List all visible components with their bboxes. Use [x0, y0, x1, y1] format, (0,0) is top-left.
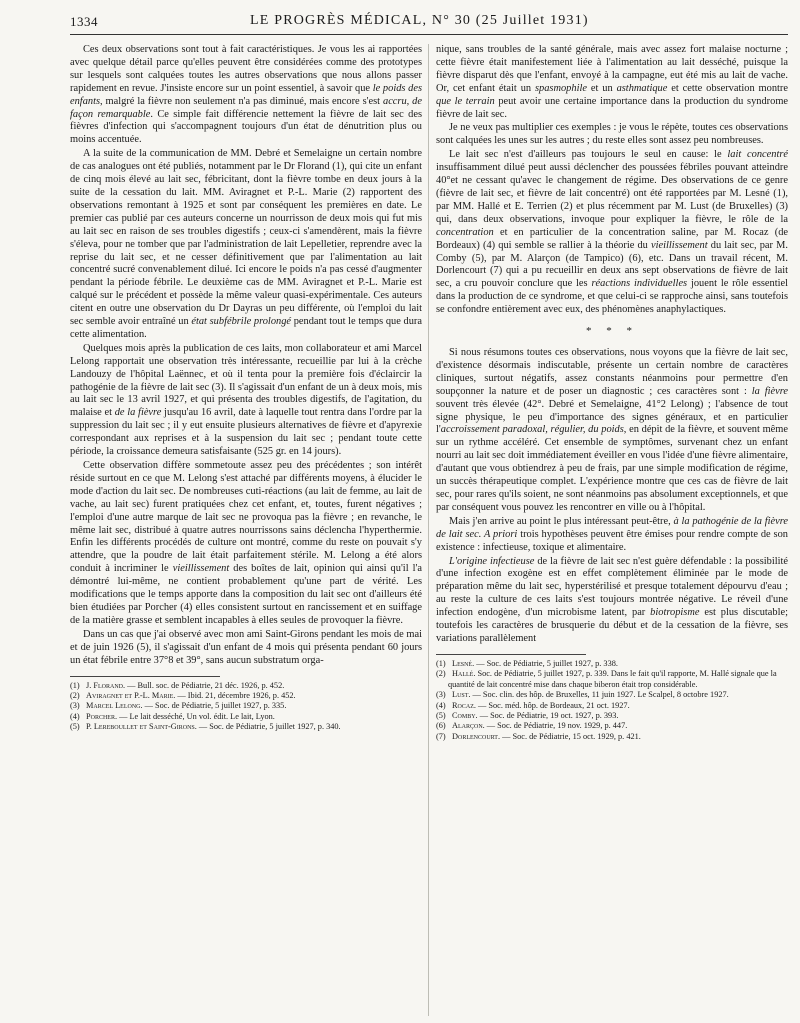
text-columns — [70, 44, 788, 1016]
right-column-body — [436, 44, 788, 317]
footnote-author: Lust. — [452, 690, 471, 700]
footnote-number: (3) — [436, 690, 446, 700]
footnote-text: — Soc. de Pédiatrie, 19 oct. 1927, p. 393. — [477, 710, 619, 720]
text-run: jouent le rôle essentiel dans la production de ce syndrome, et que celui-ci se rapproche ainsi, sans toutefois se confondre entièrement avec eux, des phénomènes anaphylactiques. — [436, 278, 788, 316]
italic-run: concentration — [436, 226, 494, 238]
paragraph — [436, 149, 788, 317]
text-run: insuffisamment dilué peut aussi déclencher des poussées fébriles pouvant atteindre 40°et ne cessant qu'avec le changement de régime. Des observations de ce genre (fièvre de lait sec, et fièvre de lait concentré) ont été rapportées par M. Lesné (1), par MM. Hallé et E. Terrien (2) et plus récemment par M. Lust (de Bruxelles) (3) qui, dans deux observations, invoque pour expliquer la fièvre, le rôle de la — [436, 162, 788, 225]
footnote-number: (5) — [436, 710, 446, 720]
footnote — [436, 659, 788, 669]
footnote — [436, 721, 788, 731]
italic-run: accru, de façon remarquable — [70, 95, 422, 120]
italic-run: accroissement paradoxal, régulier, du poids — [440, 424, 624, 436]
footnote — [70, 701, 422, 711]
italic-run: à la pathogénie de la fièvre de lait sec. A priori — [436, 515, 788, 540]
page-number: 1334 — [70, 14, 98, 29]
running-title: LE PROGRÈS MÉDICAL, N° 30 (25 Juillet 1931) — [250, 13, 589, 28]
text-run: Ces deux observations sont tout à fait caractéristiques. Je vous les ai rapportées avec quelque détail parce qu'elles peuvent être considérées comme des prototypes sur lesquels sont calquées toutes les autres observations que nous allons passer rapidement en revue. J'insiste encore sur un point essentiel, à savoir que — [70, 44, 422, 94]
text-run: pendant tout le temps que dura cette alimentation. — [70, 316, 422, 340]
left-column-body — [70, 44, 422, 668]
text-run: Mais j'en arrive au point le plus intéressant peut-être, — [449, 515, 674, 527]
journal-page — [70, 10, 788, 1016]
left-column — [70, 44, 422, 1016]
footnote-text: — Soc. méd. hôp. de Bordeaux, 21 oct. 1927. — [475, 700, 630, 710]
paragraph — [70, 343, 422, 459]
section-separator: * * * — [586, 325, 638, 338]
footnote-author: Alarçon. — [452, 721, 485, 731]
right-footnotes — [436, 659, 788, 742]
paragraph — [436, 347, 788, 515]
column-divider — [428, 44, 429, 1016]
footnote — [436, 690, 788, 700]
footnote-number: (4) — [436, 700, 446, 710]
text-run: et un — [586, 82, 617, 94]
text-run: trois hypothèses peuvent être émises pour rendre compte de son existence : infectieuse, toxique et alimentaire. — [436, 528, 788, 553]
right-column-body-continued — [436, 347, 788, 646]
paragraph — [436, 122, 788, 148]
text-run: peut avoir une certaine importance dans la production du syndrome fièvre de lait sec. — [436, 95, 788, 120]
footnote-number: (3) — [70, 701, 80, 711]
italic-run: de la fièvre — [114, 407, 162, 419]
footnote-text: — Soc. de Pédiatrie, 5 juillet 1927, p. 340. — [196, 722, 341, 732]
text-run: Si nous résumons toutes ces observations, nous voyons que la fièvre de lait sec, d'existence désormais indiscutable, présente un certain nombre de caractères cliniques, surtout négatifs, assez constants néanmoins pour permettre d'en soupçonner la nature et de poser un diagnostic ; ces caractères sont : — [436, 347, 788, 397]
footnote-rule — [436, 654, 586, 655]
text-run: Quelques mois après la publication de ces laits, mon collaborateur et ami Marcel Lelong rapportait une observation très intéressante, recueillie par lui à la crèche Landouzy de l'hôpital Laënnec, et où il tenta pour la première fois d'éclaircir la pathogénie de la fièvre de lait sec (3). Il s'agissait d'un enfant de un à deux mois, mis au lait sec le 13 avril 1927, et qui présenta des troubles digestifs, de l'agitation, du malaise et — [70, 342, 422, 419]
text-run: et cette observation montre — [667, 82, 788, 94]
footnote-number: (1) — [436, 658, 446, 668]
footnote-number: (2) — [436, 669, 446, 679]
right-column — [436, 44, 788, 1016]
footnote-author: P. Lereboullet et Saint-Girons. — [86, 722, 197, 732]
text-run: jusqu'au 16 avril, date à laquelle tout rentra dans l'ordre par la suppression du lait sec ; il y eut ensuite plusieurs alternatives de fièvre et d'apyrexie correspondant aux reprises et à la suspension du lait sec ; pendant toute cette période, la croissance demeura satisfaisante (525 gr. en 14 jours). — [70, 407, 422, 458]
footnote-text: — Ibid. 21, décembre 1926, p. 452. — [175, 690, 296, 700]
footnote-text: Soc. de Pédiatrie, 5 juillet 1927, p. 339. Dans le fait qu'il rapporte, M. Hallé signale que la quantité de lait concentré mise dans chaque biberon était trop considérable. — [448, 669, 777, 689]
footnote-text: — Soc. de Pédiatrie, 5 juillet 1927, p. 335. — [142, 701, 287, 711]
footnote-author: Porcher. — [86, 711, 118, 721]
footnote — [70, 681, 422, 691]
footnote-number: (1) — [70, 680, 80, 690]
footnote-number: (6) — [436, 721, 446, 731]
paragraph — [70, 629, 422, 668]
paragraph — [70, 460, 422, 628]
italic-run: L'origine infectieuse — [449, 555, 535, 567]
page-header — [70, 10, 788, 35]
italic-run: vieillissement — [172, 563, 230, 575]
italic-run: spasmophile — [535, 82, 587, 94]
footnote — [436, 711, 788, 721]
paragraph — [70, 44, 422, 147]
text-run: , en dépit de la fièvre, et souvent même sur un rythme accéléré. Cet ensemble de symptômes, survenant chez un enfant nourri au lait sec doit immédiatement éveiller en vous l'idée d'une fièvre alimentaire, d'autant que vous obtiendrez à peu de frais, par une simple modification de régime, un succès thérapeutique complet. L'expérience montre que ces cas de fièvre de lait sec, pour rares qu'ils soient, ne sont néanmoins pas absolument exceptionnels, et que par conséquent vous pouvez les rencontrer en ville ou à l'hôpital. — [436, 424, 788, 513]
text-run: Je ne veux pas multiplier ces exemples : je vous le répète, toutes ces observations sont calquées les unes sur les autres ; du reste elles sont assez peu nombreuses. — [436, 122, 788, 147]
footnote-author: Marcel Lelong. — [86, 701, 143, 711]
footnote-text: — Soc. de Pédiatrie, 15 oct. 1929, p. 421. — [500, 731, 641, 741]
footnote-author: Aviragnet et P.-L. Marie. — [86, 690, 176, 700]
text-run: Cette observation diffère sommetoute assez peu des précédentes ; son intérêt réside surtout en ce que M. Lelong s'est attaché par différents moyens, à élucider le mode d'action du lait sec. De nombreuses cuti-réactions (au lait de femme, au lait de vache, au lait sec) furent pratiquées chez cet enfant, et, toutes, furent négatives ; l'emploi d'une autre marque de lait sec ne provoqua pas la fièvre ; en revanche, le même lait sec, distribué à quatre autres nourrissons sains déclencha l'hyperthermie. Enfin les différents procédés de culture ont montré, comme du reste on pouvait s'y attendre, que la poudre de lait était parfaitement stérile. M. Lelong a été alors conduit à incriminer le — [70, 460, 422, 575]
text-run: . Ce simple fait différencie nettement la fièvre de lait sec des fièvres d'infection qui s'accompagnent toujours d'un état de dénutrition plus ou moins accentuée. — [70, 108, 422, 146]
italic-run: lait concentré — [727, 149, 788, 161]
footnote-number: (4) — [70, 711, 80, 721]
footnote-text: — Soc. clin. des hôp. de Bruxelles, 11 juin 1927. Le Scalpel, 8 octobre 1927. — [470, 690, 729, 700]
text-run: et en particulier de la concentration saline, par M. Rocaz (de Bordeaux) (4) qui semble se rallier à la théorie du — [436, 226, 788, 251]
text-run: Dans un cas que j'ai observé avec mon ami Saint-Girons pendant les mois de mai et de juin 1926 (5), il s'agissait d'un enfant de 4 mois qui présenta pendant 60 jours un état fébrile entre 37°8 et 39°, sans aucun substratum orga- — [70, 628, 422, 666]
footnote-author: Dorlencourt. — [452, 731, 501, 741]
footnote-author: Lesné. — [452, 658, 475, 668]
footnote — [70, 722, 422, 732]
footnote-number: (7) — [436, 731, 446, 741]
footnote-number: (2) — [70, 690, 80, 700]
italic-run: que le terrain — [436, 95, 495, 107]
footnote — [70, 691, 422, 701]
footnote — [436, 732, 788, 742]
italic-run: état subfébrile prolongé — [191, 316, 292, 328]
text-run: Le lait sec n'est d'ailleurs pas toujours le seul en cause: le — [449, 149, 728, 161]
paragraph — [436, 44, 788, 121]
footnote-text: — Soc. de Pédiatrie, 19 nov. 1929, p. 447. — [484, 721, 628, 731]
italic-run: biotropisme — [650, 607, 700, 619]
text-run: , malgré la fièvre non seulement n'a pas diminué, mais encore s'est — [100, 95, 383, 107]
footnote-author: Rocaz. — [452, 700, 476, 710]
footnote-text: — Le lait desséché, Un vol. édit. Le lait, Lyon. — [117, 711, 275, 721]
text-run: est plus discutable; toutefois les caractères de brusquerie du début et de la cessation de la fièvre, ses variations parallèlement — [436, 607, 788, 644]
italic-run: le poids des enfants — [70, 82, 422, 107]
footnote — [436, 701, 788, 711]
italic-run: asthmatique — [616, 82, 668, 94]
text-run: nique, sans troubles de la santé générale, mais avec assez fort malaise nocturne ; cette fièvre était manifestement liée à l'alimentation au lait desséché, puisque la fièvre disparut dès que l'enfant, envoyé à la campagne, eut été mis au lait de vache. Or, cet enfant était un — [436, 44, 788, 94]
paragraph — [70, 148, 422, 342]
paragraph — [436, 556, 788, 646]
footnote-author: J. Florand. — [86, 680, 126, 690]
italic-run: réactions individuelles — [591, 278, 688, 290]
text-run: du lait sec, par M. Comby (5), par M. Alarçon (de Tampico) (6), etc. Dans un travail récent, M. Dorlencourt (7) qui a pu recueillir en deux ans sept observations de fièvre de lait sec, a cru pouvoir conclure que les — [436, 239, 788, 290]
footnote-author: Hallé. — [452, 669, 476, 679]
footnote — [436, 669, 788, 690]
text-run: A la suite de la communication de MM. Debré et Semelaigne un certain nombre de cas analogues ont été publiés, notamment par le Dr Florand (1), qui cite un enfant de cinq mois élevé au lait sec, fébricitant, dont la fièvre tombe en deux jours à la suite de la cessation du lait. MM. Aviragnet et P.-L. Marie (2) rapportent des observations remontant à 1925 et sont par conséquent les premières en date. Le premier cas publié par ces auteurs concerne un nourrisson de deux mois qui fut mis au lait sec en raison de ses troubles digestifs ; ceux-ci s'amendèrent, mais la fièvre s'éleva, pour ne tomber que par l'administration de lait Lepelletier, reprendre avec la reprise du lait sec, et ne cesser définitivement que par l'alimentation au lait concentré sucré convenablement dilué. Ici encore le poids n'a pas cessé d'augmenter pendant la période fébrile. Le deuxième cas de MM. Aviragnet et P.-L. Marie est calqué sur le précédent et possède la même valeur quasi-expérimentale. Ces auteurs citent en outre une observation du Dr Dayras un peu différente, où l'emploi du lait sec semble avoir entraîné un — [70, 148, 422, 328]
text-run: des boîtes de lait, opinion qui ainsi qu'il l'a démontré lui-même, ne contient probablement qu'une part de vérité. Les modifications que le temps apporte dans la composition du lait sec ont d'ailleurs été bien étudiées par Porcher (4) elles consistent surtout en rancissement et en suiffage de la matière grasse et semblent incapables à elles seules de provoquer la fièvre. — [70, 563, 422, 626]
footnote-text: — Bull. soc. de Pédiatrie, 21 déc. 1926, p. 452. — [125, 680, 285, 690]
footnote — [70, 712, 422, 722]
italic-run: la fièvre — [751, 385, 788, 397]
paragraph — [436, 516, 788, 555]
left-footnotes — [70, 681, 422, 733]
footnote-number: (5) — [70, 722, 80, 732]
text-run: de la fièvre de lait sec n'est guère défendable : la possibilité d'une infection exogène est en effet complètement éliminée par le mode de préparation même du lait sec, hyperstérilisé et presque totalement dépourvu d'eau ; au reste la culture de ces laits s'est toujours montrée négative. Le réveil d'une infection endogène, d'un microbisme latent, par — [436, 555, 788, 619]
footnote-rule — [70, 676, 220, 677]
footnote-author: Comby. — [452, 710, 478, 720]
footnote-text: — Soc. de Pédiatrie, 5 juillet 1927, p. 338. — [474, 658, 618, 668]
text-run: souvent très élevée (42°. Debré et Semelaigne, 41°2 Lelong) ; l'absence de tout signe physique, le peu d'importance des signes généraux, et en particulier l' — [436, 398, 788, 436]
italic-run: vieillissement — [651, 239, 708, 251]
